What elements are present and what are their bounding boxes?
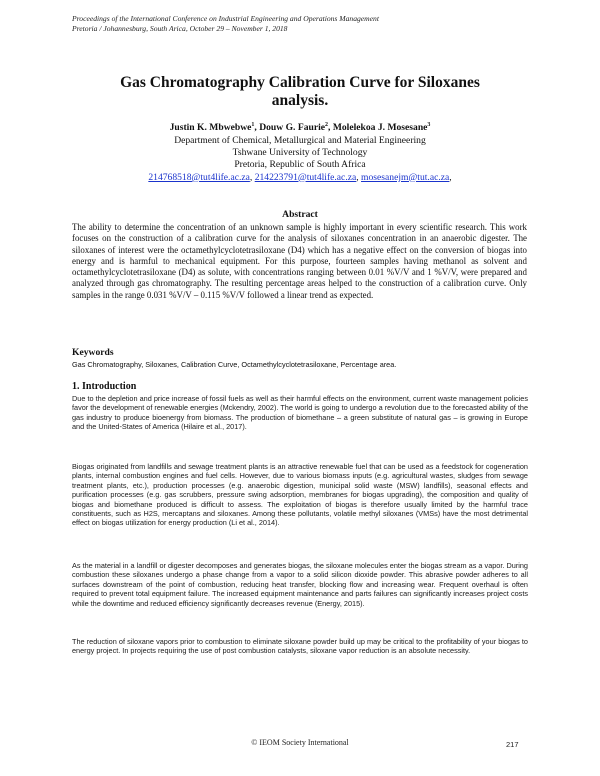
intro-paragraph-3: As the material in a landfill or digester decomposes and generates biogas, the siloxane molecules enter the biogas stream as a vapor. During combustion these siloxanes undergo a phase change from a vapor to a solid silicon dioxide powder. This abrasive powder adheres to all surfaces downstream of the point of combustion, reducing heat transfer, blocking flow and increasing wear. Frequent overhaul is often required to prevent total equipment failure. The increased equipment maintenance and parts failures can significantly increases project costs while the downtime and reduced efficiency significantly decreases revenue (Energy, 2015). — [72, 561, 528, 608]
email-link[interactable]: mosesanejm@tut.ac.za — [361, 171, 450, 183]
introduction-heading: 1. Introduction — [72, 381, 137, 392]
intro-paragraph-2: Biogas originated from landfills and sewage treatment plants is an attractive renewable fuel that can be used as a feedstock for cogeneration plants, internal combustion engines and fuel cells. However, due to various biomass inputs (e.g. agricultural wastes, sludges from sewage treatment plants, etc.), production processes (e.g. anaerobic digestion, municipal solid waste (MSW) landfills), seasonal effects and purification processes (e.g. gas scrubbers, pressure swing adsorption, membranes for biogas upgrading), the composition and quality of biogas and biomethane produced is difficult to assess. The exploitation of biogas is therefore usually limited by the harmful trace constituents, such as H2S, mercaptans and siloxanes. Among these pollutants, volatile methyl siloxanes (VMSs) have the most detrimental effect on biogas utilization for energy production (Li et al., 2014). — [72, 462, 528, 528]
intro-paragraph-4: The reduction of siloxane vapors prior to combustion to eliminate siloxane powder build up may be critical to the profitability of your biogas to energy project. In projects requiring the use of post combustion catalysts, siloxane vapor reduction is an absolute necessity. — [72, 637, 528, 656]
copyright-footer: © IEOM Society International — [251, 738, 349, 747]
header-line-2: Pretoria / Johannesburg, South Arica, October 29 – November 1, 2018 — [72, 24, 288, 33]
author-sup: 3 — [427, 122, 431, 128]
email-link[interactable]: 214223791@tut4life.ac.za — [254, 171, 357, 183]
email-list: 214768518@tut4life.ac.za, 214223791@tut4life.ac.za, mosesanejm@tut.ac.za, — [148, 171, 452, 183]
keywords-text: Gas Chromatography, Siloxanes, Calibration Curve, Octamethylcyclotetrasiloxane, Percentage area. — [72, 360, 397, 369]
city: Pretoria, Republic of South Africa — [234, 159, 366, 171]
university: Tshwane University of Technology — [232, 147, 368, 159]
abstract-heading: Abstract — [282, 209, 318, 220]
author-sup: 2 — [325, 122, 329, 128]
author-list: Justin K. Mbwebwe$^1$, Douw G. Faurie$^2$, Molelekoa J. Mosesane$^3$ — [169, 122, 431, 134]
header-line-1: Proceedings of the International Conference on Industrial Engineering and Operations Management — [72, 14, 379, 23]
page-number: 217 — [506, 740, 519, 749]
affiliation-block — [60, 135, 540, 184]
title-line-2: analysis. — [271, 92, 329, 109]
proceedings-header — [72, 14, 542, 34]
department: Department of Chemical, Metallurgical and Material Engineering — [174, 135, 426, 146]
author-name: Justin K. Mbwebwe — [169, 122, 252, 134]
email-link[interactable]: 214768518@tut4life.ac.za — [148, 171, 250, 183]
author-name: Douw G. Faurie — [259, 122, 326, 134]
author-name: Molelekoa J. Mosesane — [332, 122, 428, 134]
author-sup: 1 — [251, 122, 255, 128]
keywords-heading: Keywords — [72, 347, 114, 358]
paper-title — [60, 74, 540, 110]
intro-paragraph-1: Due to the depletion and price increase of fossil fuels as well as their harmful effects on the environment, current waste management policies favor the development of renewable energies (Mckendry, 2002). The world is going to undergo a revolution due to the forecasted ability of the gas industry to produce bioenergy from biomass. The production of biomethane – a green substitute of natural gas – is growing in Europe and the United-States of America (Hilaire et al., 2017). — [72, 394, 528, 432]
title-line-1: Gas Chromatography Calibration Curve for Siloxanes — [120, 74, 480, 91]
abstract-text: The ability to determine the concentration of an unknown sample is highly important in every scientific research. This work focuses on the construction of a calibration curve for the analysis of siloxanes concentration in an anaerobic digester. The siloxanes of interest were the octamethylcyclotetrasiloxane (D4) which has a negative effect on the conversion of biogas into energy and is harmful to mechanical equipment. For this purpose, fourteen samples having methanol as solvent and octamethylcyclotetrasiloxane (D4) as solute, with concentrations ranging between 0.01 %V/V and 1 %V/V, were prepared and analyzed through gas chromatography. The resulting percentage areas helped to the construction of a calibration curve. Only samples in the range 0.031 %V/V – 0.115 %V/V followed a linear trend as expected. — [72, 222, 527, 300]
